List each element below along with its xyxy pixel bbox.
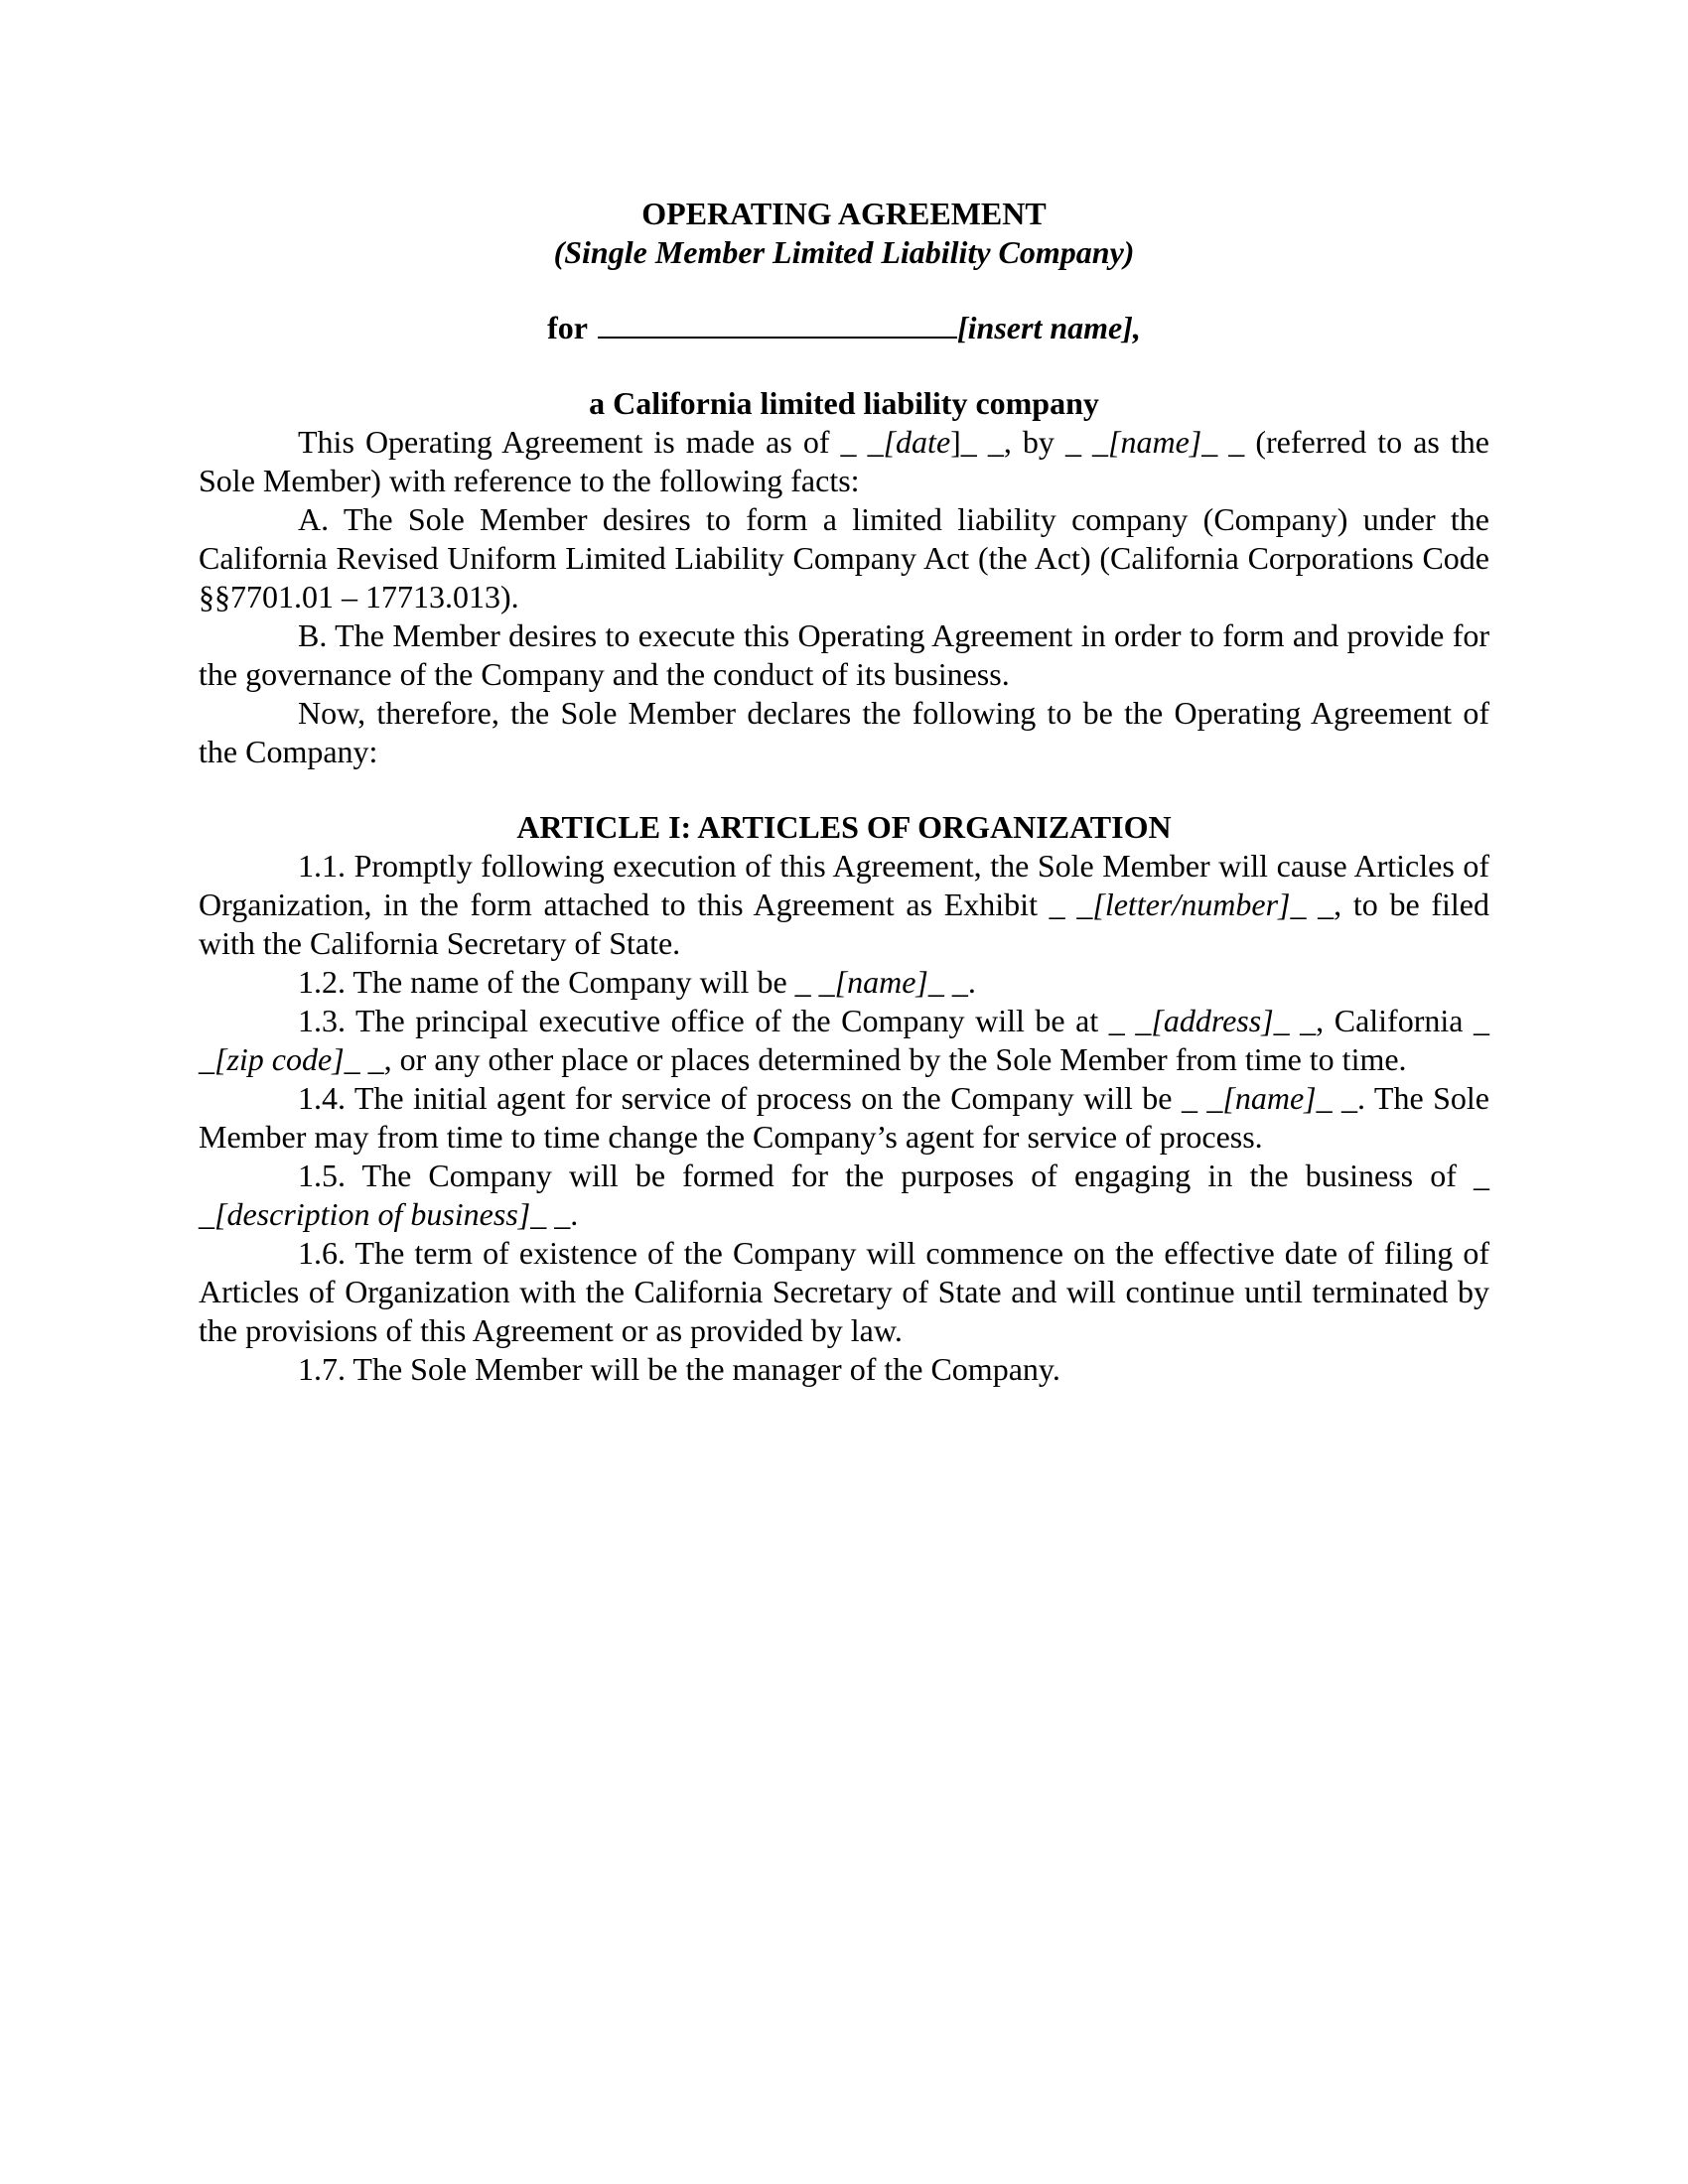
section-1-1-text-b: _ _, to be filed with the California Secretary of State.: [199, 887, 1490, 961]
document-subtitle: (Single Member Limited Liability Company): [553, 234, 1135, 270]
section-1-7: 1.7. The Sole Member will be the manager of the Company.: [298, 1351, 1060, 1387]
section-1-5-text-a: 1.5. The Company will be formed for the purposes of engaging in the business of _ _: [199, 1158, 1489, 1232]
exhibit-placeholder: [letter/number]: [1092, 887, 1291, 922]
section-1-3-text-c: _ _, or any other place or places determined by the Sole Member from time to time.: [344, 1041, 1407, 1077]
document-title: OPERATING AGREEMENT: [641, 196, 1047, 231]
now-therefore-paragraph: Now, therefore, the Sole Member declares the following to be the Operating Agreement of the Company:: [199, 695, 1489, 769]
document-page: [199, 195, 1489, 1389]
section-1-4-text-b: _ _. The Sole Member may from time to time change the Company’s agent for service of process.: [199, 1080, 1490, 1155]
article-i-heading: ARTICLE I: ARTICLES OF ORGANIZATION: [516, 809, 1172, 845]
section-1-4-text-a: 1.4. The initial agent for service of process on the Company will be _ _: [298, 1080, 1223, 1116]
intro-paragraph: [199, 423, 1489, 500]
section-1-3: [199, 1002, 1489, 1079]
company-name-placeholder: [insert name],: [956, 310, 1141, 345]
section-1-1-text-a: 1.1. Promptly following execution of this Agreement, the Sole Member will cause Articles of Organization, in the form attached to this Agreement as Exhibit _ _: [199, 848, 1489, 922]
intro-text-2: ]_ _, by _ _: [950, 424, 1108, 460]
section-1-3-text-b: _ _, California _ _: [199, 1003, 1490, 1077]
section-1-2-text-b: _ _.: [927, 964, 976, 1000]
agent-name-placeholder: [name]: [1222, 1080, 1317, 1116]
section-1-5-text-b: _ _.: [530, 1196, 579, 1232]
address-placeholder: [address]: [1151, 1003, 1274, 1038]
intro-text-3: _ _ (referred to as the Sole Member) with reference to the following facts:: [199, 424, 1490, 498]
member-name-placeholder: [name]: [1108, 424, 1202, 460]
business-description-placeholder: [description of business]: [214, 1196, 531, 1232]
company-name-line: [199, 309, 1489, 347]
for-label: for: [547, 310, 588, 345]
date-placeholder: [date: [883, 424, 951, 460]
company-name-blank: [598, 311, 957, 339]
recital-a: A. The Sole Member desires to form a limited liability company (Company) under the California Revised Uniform Limited Liability Company Act (the Act) (California Corporations Code §§7701.01 – 17713.013).: [199, 501, 1489, 614]
section-1-2-text-a: 1.2. The name of the Company will be _ _: [298, 964, 835, 1000]
zip-code-placeholder: [zip code]: [214, 1041, 345, 1077]
intro-text-1: This Operating Agreement is made as of _ _: [298, 424, 884, 460]
company-type-line: a California limited liability company: [589, 385, 1099, 421]
section-1-5: [199, 1157, 1489, 1234]
section-1-2: [199, 963, 1489, 1002]
section-1-6: 1.6. The term of existence of the Company will commence on the effective date of filing of Articles of Organization with the California Secretary of State and will continue until terminated by the provisions of this Agreement or as provided by law.: [199, 1235, 1489, 1348]
company-name-field-placeholder: [name]: [834, 964, 928, 1000]
recital-b: B. The Member desires to execute this Operating Agreement in order to form and provide for the governance of the Company and the conduct of its business.: [199, 617, 1489, 692]
section-1-3-text-a: 1.3. The principal executive office of the Company will be at _ _: [298, 1003, 1152, 1038]
section-1-4: [199, 1079, 1489, 1157]
section-1-1: [199, 847, 1489, 963]
